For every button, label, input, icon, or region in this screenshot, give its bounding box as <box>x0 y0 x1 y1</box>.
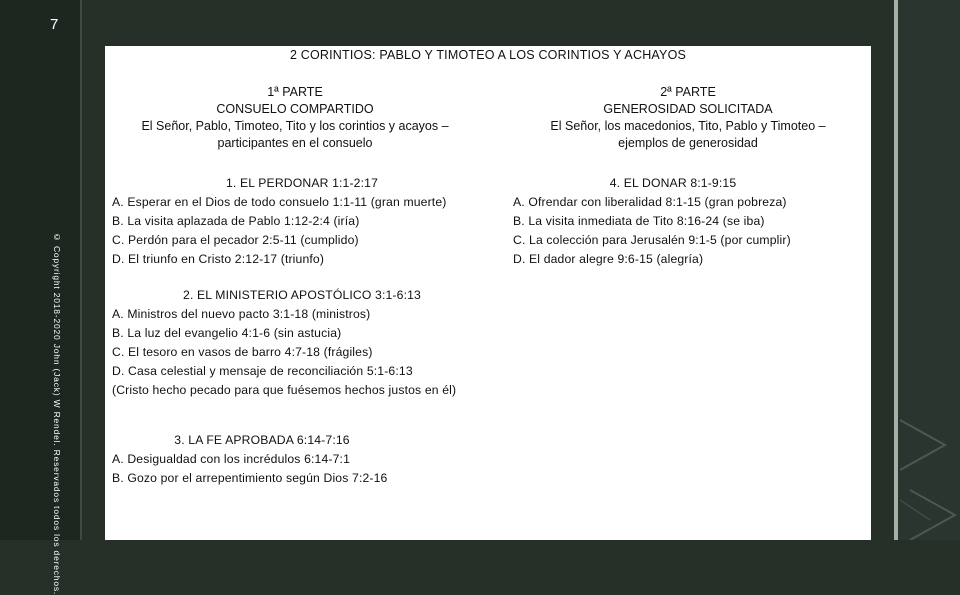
section-ministerio <box>112 286 492 400</box>
section-item: A. Ministros del nuevo pacto 3:1-18 (ministros) <box>112 307 371 321</box>
section-title: 2. EL MINISTERIO APOSTÓLICO 3:1-6:13 <box>183 288 421 302</box>
section-item: (Cristo hecho pecado para que fuésemos hechos justos en él) <box>112 383 457 397</box>
section-item: D. El dador alegre 9:6-15 (alegría) <box>513 252 704 266</box>
section-item: A. Esperar en el Dios de todo consuelo 1:1-11 (gran muerte) <box>112 195 447 209</box>
section-item: C. La colección para Jerusalén 9:1-5 (por cumplir) <box>513 233 791 247</box>
part-1-theme: CONSUELO COMPARTIDO <box>216 102 374 116</box>
left-divider-line <box>80 0 82 540</box>
content-panel <box>105 46 871 540</box>
part-1-label: 1ª PARTE <box>267 85 323 99</box>
part-2-header <box>498 84 878 152</box>
section-title: 1. EL PERDONAR 1:1-2:17 <box>225 176 379 190</box>
section-item: A. Desigualdad con los incrédulos 6:14-7:1 <box>112 452 351 466</box>
part-2-participants-note: ejemplos de generosidad <box>618 136 758 150</box>
section-fe <box>112 431 412 488</box>
copyright-notice: © Copyright 2018-2020 John (Jack) W Rendel. Reservados todos los derechos. <box>52 232 62 595</box>
section-donar <box>513 174 833 269</box>
left-band <box>0 0 80 540</box>
part-1-participants-note: participantes en el consuelo <box>217 136 373 150</box>
section-item: D. Casa celestial y mensaje de reconciliación 5:1-6:13 <box>112 364 413 378</box>
section-title: 4. EL DONAR 8:1-9:15 <box>609 176 737 190</box>
section-item: C. El tesoro en vasos de barro 4:7-18 (frágiles) <box>112 345 373 359</box>
section-item: A. Ofrendar con liberalidad 8:1-15 (gran pobreza) <box>513 195 787 209</box>
part-1-participants: El Señor, Pablo, Timoteo, Tito y los corintios y acayos – <box>141 119 449 133</box>
decorative-chevron-lines <box>900 400 960 540</box>
part-1-header <box>105 84 485 152</box>
page-title: 2 CORINTIOS: PABLO Y TIMOTEO A LOS CORINTIOS Y ACHAYOS <box>289 48 687 62</box>
right-divider-line <box>894 0 898 540</box>
section-item: B. La visita inmediata de Tito 8:16-24 (se iba) <box>513 214 765 228</box>
slide-number: 7 <box>50 16 59 33</box>
part-2-label: 2ª PARTE <box>660 85 716 99</box>
section-item: B. La luz del evangelio 4:1-6 (sin astucia) <box>112 326 342 340</box>
section-title: 3. LA FE APROBADA 6:14-7:16 <box>174 433 350 447</box>
section-item: D. El triunfo en Cristo 2:12-17 (triunfo) <box>112 252 325 266</box>
part-2-participants: El Señor, los macedonios, Tito, Pablo y Timoteo – <box>550 119 826 133</box>
section-perdonar <box>112 174 492 269</box>
section-item: B. Gozo por el arrepentimiento según Dios 7:2-16 <box>112 471 388 485</box>
part-2-theme: GENEROSIDAD SOLICITADA <box>603 102 773 116</box>
section-item: C. Perdón para el pecador 2:5-11 (cumplido) <box>112 233 359 247</box>
section-item: B. La visita aplazada de Pablo 1:12-2:4 (iría) <box>112 214 360 228</box>
